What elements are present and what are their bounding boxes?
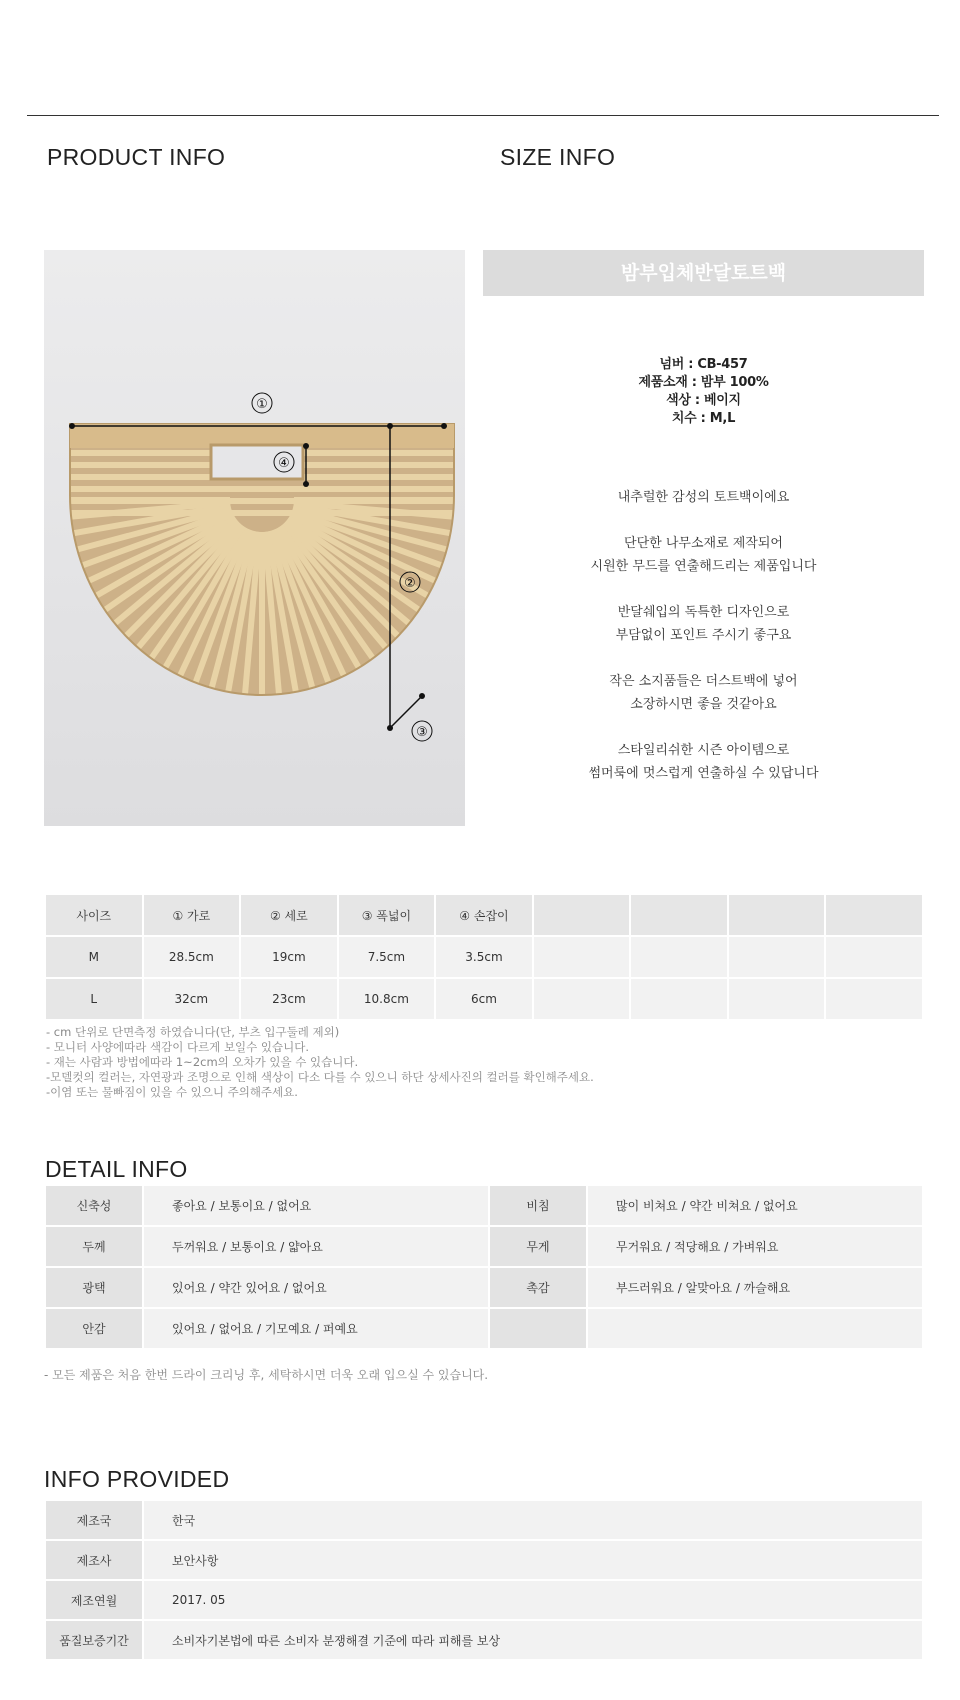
info-row [45,1540,923,1580]
detail-value: 좋아요 / 보통이요 / 없어요 [143,1185,489,1226]
bamboo-slat [70,498,454,504]
detail-label: 신축성 [45,1185,143,1226]
desc-line: 반달쉐입의 독특한 디자인으로 [617,605,790,620]
size-cell [825,978,923,1020]
size-cell [533,978,631,1020]
size-cell: L [45,978,143,1020]
size-cell: 32cm [143,978,241,1020]
info-label: 제조연월 [45,1580,143,1620]
detail-value: 부드러워요 / 알맞아요 / 까슬해요 [587,1267,923,1308]
detail-value: 있어요 / 없어요 / 기모예요 / 퍼예요 [143,1308,489,1349]
size-cell: 23cm [240,978,338,1020]
size-cell: 19cm [240,936,338,978]
size-note: -이염 또는 물빠짐이 있을 수 있으니 주의해주세요. [46,1085,298,1099]
size-cell [728,978,826,1020]
desc-line: 단단한 나무소재로 제작되어 [624,536,783,551]
detail-table [44,1184,924,1350]
product-specs [483,356,924,428]
detail-value: 많이 비쳐요 / 약간 비쳐요 / 없어요 [587,1185,923,1226]
bamboo-slat [70,510,454,516]
spec-material: 제품소재 : 밤부 100% [638,375,769,390]
detail-value: 두꺼워요 / 보통이요 / 얇아요 [143,1226,489,1267]
size-table [44,893,924,1021]
detail-value: 있어요 / 약간 있어요 / 없어요 [143,1267,489,1308]
size-cell: 28.5cm [143,936,241,978]
desc-line: 작은 소지품들은 더스트백에 넣어 [609,674,798,689]
desc-line: 시원한 무드를 연출해드리는 제품입니다 [590,559,817,574]
info-label: 제조국 [45,1500,143,1540]
size-row-l [45,978,923,1020]
spec-number: 넘버 : CB-457 [659,357,748,372]
desc-paragraph [483,532,924,578]
detail-value [587,1308,923,1349]
size-table-header [45,894,923,936]
info-label: 품질보증기간 [45,1620,143,1660]
size-info-heading: SIZE INFO [500,144,616,170]
size-cell [630,978,728,1020]
size-cell: 6cm [435,978,533,1020]
detail-label: 비침 [489,1185,587,1226]
marker-height: ② [404,576,416,591]
detail-row [45,1226,923,1267]
marker-depth: ③ [416,725,428,740]
info-provided-table [44,1499,924,1661]
size-header-cell [533,894,631,936]
size-cell [728,936,826,978]
size-header-cell: ② 세로 [240,894,338,936]
info-row [45,1620,923,1660]
desc-line: 부담없이 포인트 주시기 좋구요 [615,628,792,643]
size-cell [630,936,728,978]
marker-handle: ④ [278,456,290,471]
desc-paragraph [483,670,924,716]
detail-row [45,1267,923,1308]
size-row-m [45,936,923,978]
desc-paragraph [483,486,924,509]
info-value: 한국 [143,1500,923,1540]
detail-row [45,1308,923,1349]
size-header-cell [728,894,826,936]
detail-label: 무게 [489,1226,587,1267]
desc-line: 썸머룩에 멋스럽게 연출하실 수 있답니다 [588,766,819,781]
info-label: 제조사 [45,1540,143,1580]
bamboo-slat [70,486,454,492]
size-header-cell: ③ 폭넓이 [338,894,436,936]
size-notes [46,1025,594,1100]
size-cell: M [45,936,143,978]
top-divider [27,115,939,116]
size-note: -모델컷의 컬러는, 자연광과 조명으로 인해 색상이 다소 다를 수 있으니 하단 상세사진의 컬러를 확인해주세요. [46,1070,594,1084]
info-row [45,1500,923,1540]
product-info-heading: PRODUCT INFO [47,144,226,170]
product-description [483,486,924,808]
info-provided-heading: INFO PROVIDED [44,1466,230,1492]
detail-label: 두께 [45,1226,143,1267]
detail-label: 광택 [45,1267,143,1308]
desc-line: 소장하시면 좋을 것같아요 [630,697,777,712]
info-value: 2017. 05 [143,1580,923,1620]
size-header-cell: ④ 손잡이 [435,894,533,936]
size-cell [533,936,631,978]
detail-value: 무거워요 / 적당해요 / 가벼워요 [587,1226,923,1267]
product-name-bar: 밤부입체반달토트백 [483,250,924,296]
spec-color: 색상 : 베이지 [666,393,741,408]
info-value: 소비자기본법에 따른 소비자 분쟁해결 기준에 따라 피해를 보상 [143,1620,923,1660]
size-note: - 재는 사람과 방법에따라 1~2cm의 오차가 있을 수 있습니다. [46,1055,359,1069]
size-note: - cm 단위로 단면측정 하였습니다(단, 부츠 입구둘레 제외) [46,1025,340,1039]
bamboo-bag-illustration [44,250,465,826]
size-header-cell: 사이즈 [45,894,143,936]
detail-note: - 모든 제품은 처음 한번 드라이 크리닝 후, 세탁하시면 더욱 오래 입으실 수 있습니다. [44,1368,489,1382]
info-value: 보안사항 [143,1540,923,1580]
size-note: - 모니터 사양에따라 색감이 다르게 보일수 있습니다. [46,1040,310,1054]
detail-label: 촉감 [489,1267,587,1308]
desc-paragraph [483,739,924,785]
product-photo [44,250,465,826]
detail-label [489,1308,587,1349]
detail-row [45,1185,923,1226]
marker-width: ① [256,397,268,412]
size-header-cell [630,894,728,936]
detail-label: 안감 [45,1308,143,1349]
desc-line: 내추럴한 감성의 토트백이에요 [617,490,790,505]
desc-paragraph [483,601,924,647]
size-cell: 7.5cm [338,936,436,978]
size-cell [825,936,923,978]
info-row [45,1580,923,1620]
desc-line: 스타일리쉬한 시즌 아이템으로 [617,743,790,758]
size-cell: 10.8cm [338,978,436,1020]
size-cell: 3.5cm [435,936,533,978]
size-header-cell [825,894,923,936]
detail-info-heading: DETAIL INFO [45,1156,188,1182]
size-header-cell: ① 가로 [143,894,241,936]
spec-size: 치수 : M,L [671,411,736,426]
